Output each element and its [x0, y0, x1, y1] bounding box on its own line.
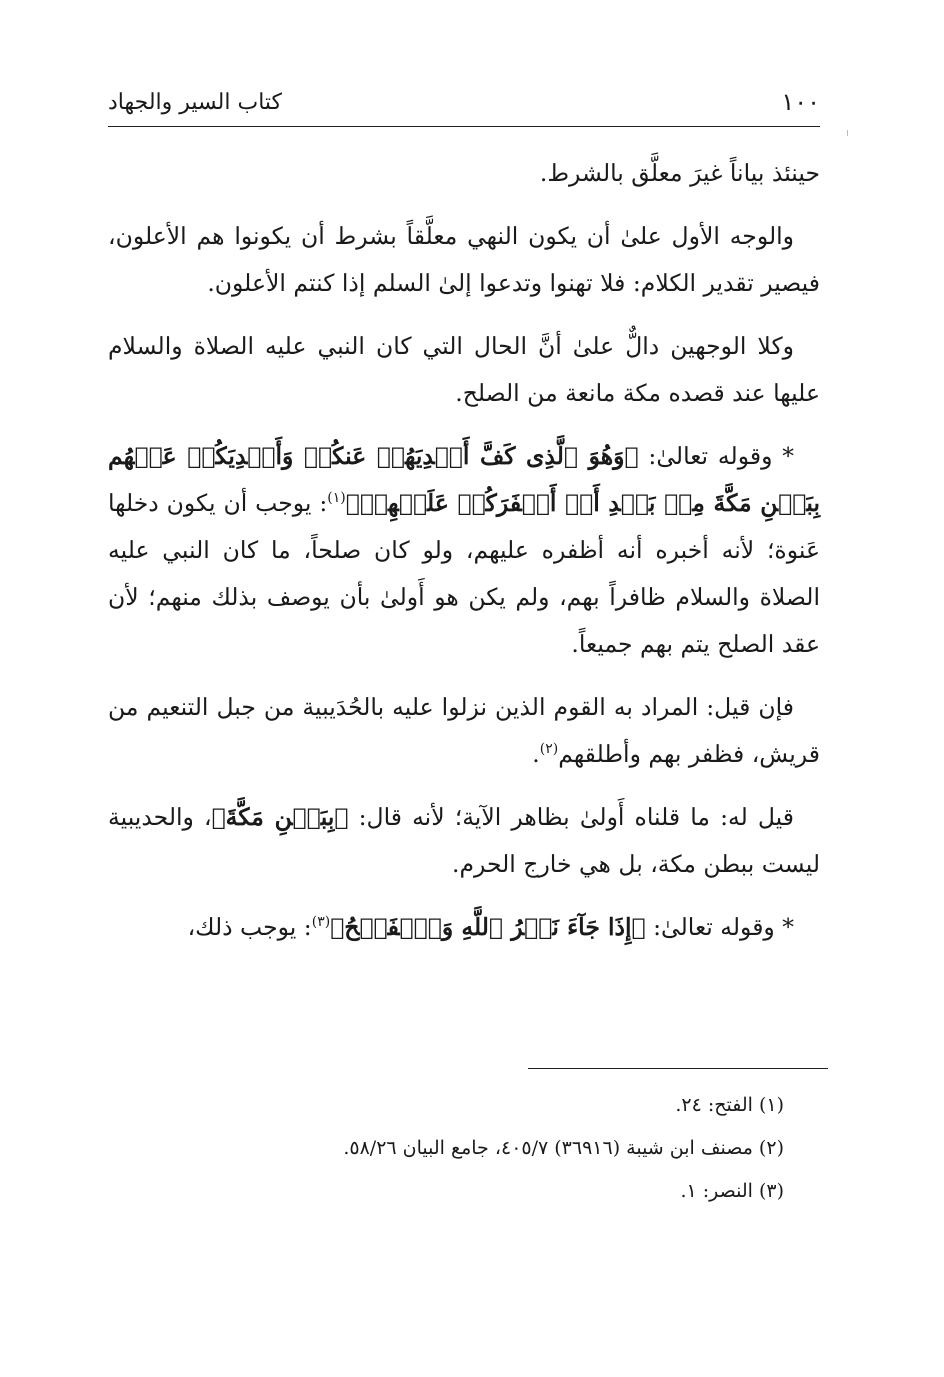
paragraph-rest: . [532, 740, 540, 768]
footnote-ref: (٣) [311, 914, 331, 931]
footnote: (٢) مصنف ابن شيبة (٣٦٩١٦) ٤٠٥/٧، جامع البيان ٥٨/٢٦. [343, 1137, 784, 1159]
paragraph-lead: فإن قيل: المراد به القوم الذين نزلوا عليه بالحُدَيبية من جبل التنعيم من قريش، فظفر بهم وأطلقهم [108, 693, 820, 768]
paragraph [108, 433, 820, 668]
quran-verse: ﴿بِبَطۡنِ مَكَّةَ﴾ [211, 803, 349, 831]
quran-verse: ﴿وَهُوَ ٱلَّذِى كَفَّ أَيۡدِيَهُمۡ عَنكُمۡ وَأَيۡدِيَكُمۡ عَنۡهُم بِبَطۡنِ مَكَّةَ مِنۢ بَعۡدِ أَنۡ أَظۡفَرَكُمۡ عَلَيۡهِمۡ﴾ [108, 442, 820, 517]
running-header-title: كتاب السير والجهاد [108, 90, 283, 115]
paragraph [108, 323, 820, 417]
paragraph-rest: : يوجب أن يكون دخلها عَنوة؛ لأنه أخبره أنه أظفره عليهم، ولو كان صلحاً، ما كان النبي عليه الصلاة والسلام ظافراً بهم، ولم يكن هو أَولىٰ بأن يوصف بذلك منهم؛ لأن عقد الصلح يتم بهم جميعاً. [108, 489, 820, 658]
footnote: (١) الفتح: ٢٤. [675, 1094, 784, 1116]
paragraph-text: والوجه الأول علىٰ أن يكون النهي معلَّقاً بشرط أن يكونوا هم الأعلون، فيصير تقدير الكلام: فلا تهنوا وتدعوا إلىٰ السلم إذا كنتم الأعلون. [108, 222, 820, 297]
paragraph [108, 684, 820, 778]
paragraph-lead: * وقوله تعالىٰ: [645, 913, 794, 941]
paragraph-rest: ، والحديبية ليست ببطن مكة، بل هي خارج الحرم. [108, 803, 820, 878]
footnote-ref: (٢) [539, 741, 559, 758]
margin-mark [847, 130, 848, 136]
paragraph-lead: قيل له: ما قلناه أَولىٰ بظاهر الآية؛ لأنه قال: [348, 803, 794, 831]
page-number: ١٠٠ [781, 88, 820, 116]
footnotes [108, 1084, 784, 1213]
paragraph [108, 794, 820, 888]
paragraph [108, 904, 820, 951]
footnote: (٣) النصر: ١. [680, 1180, 784, 1202]
quran-verse: ﴿إِذَا جَآءَ نَصۡرُ ٱللَّهِ وَٱلۡفَتۡحُ﴾ [330, 913, 646, 941]
paragraph-rest: : يوجب ذلك، [187, 913, 312, 941]
running-header [108, 84, 820, 127]
paragraph-text: حينئذ بياناً غيرَ معلَّق بالشرط. [539, 159, 820, 187]
paragraph [108, 150, 820, 197]
paragraph [108, 213, 820, 307]
footnote-divider [528, 1068, 828, 1069]
paragraph-text: وكلا الوجهين دالٌّ علىٰ أنَّ الحال التي كان النبي عليه الصلاة والسلام عليها عند قصده مكة مانعة من الصلح. [108, 332, 820, 407]
main-text [108, 150, 820, 967]
footnote-ref: (١) [327, 490, 346, 507]
paragraph-lead: * وقوله تعالىٰ: [638, 442, 795, 470]
